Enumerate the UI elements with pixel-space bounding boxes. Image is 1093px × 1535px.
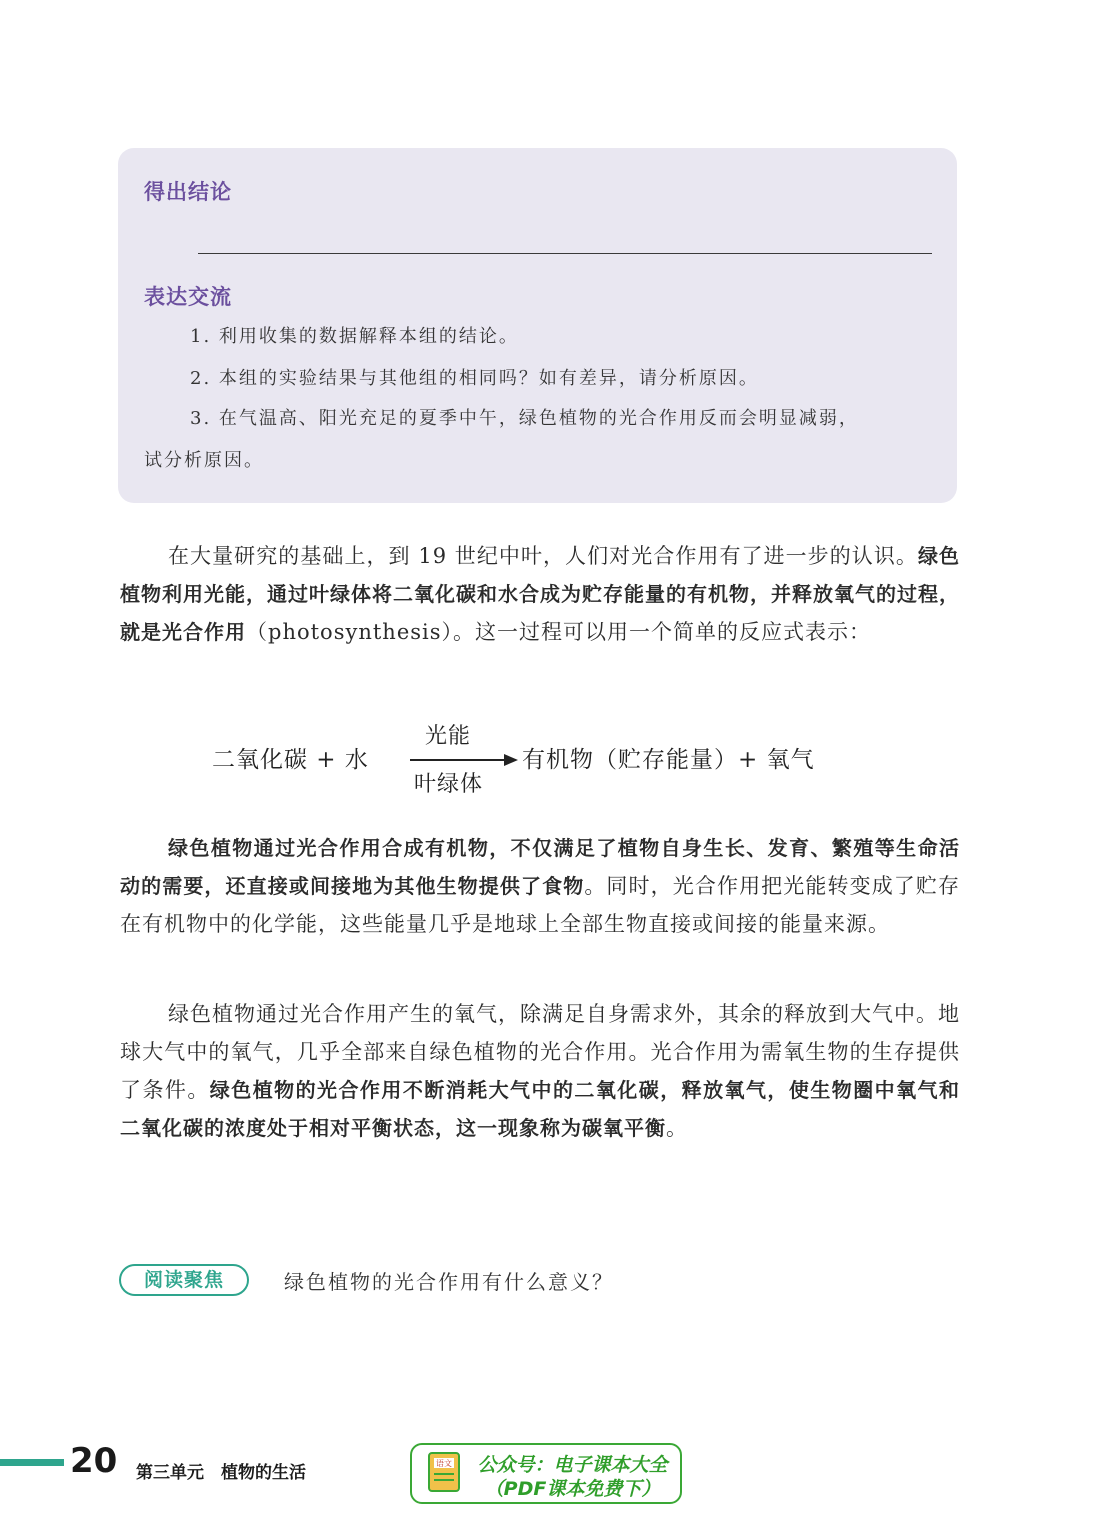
question-1: 1. 利用收集的数据解释本组的结论。	[190, 326, 519, 347]
page-number: 20	[70, 1441, 118, 1481]
question-3-continued: 试分析原因。	[144, 450, 264, 471]
paragraph-carbon-oxygen-balance	[120, 995, 960, 1147]
book-icon-label: 语文	[436, 1459, 452, 1468]
paragraph-photosynthesis-definition	[120, 537, 960, 651]
text: （photosynthesis）。这一过程可以用一个简单的反应式表示：	[246, 620, 872, 644]
conclusion-heading: 得出结论	[144, 180, 232, 204]
discussion-heading: 表达交流	[144, 285, 232, 309]
reaction-arrow	[410, 759, 506, 761]
footer-accent-bar	[0, 1459, 64, 1466]
arrow-head-icon	[504, 754, 518, 766]
bold-statement: 绿色植物通过光合作用合成有机物，不仅满足了植物自身生长、发育、繁殖等生命活动的需要，还直接或间接地为其他生物提供了食物	[120, 836, 960, 898]
equation-condition-light: 光能	[425, 724, 472, 749]
text: 。同时，光合作用把光能转变成了贮存在有机物中的化学能，这些能量几乎是地球上全部生物直接或间接的能量来源。	[120, 874, 961, 936]
text: 在大量研究的基础上，到 19 世纪中叶，人们对光合作用有了进一步的认识。	[168, 544, 918, 568]
equation-condition-chloroplast: 叶绿体	[414, 772, 484, 797]
bold-definition: 绿色植物利用光能，通过叶绿体将二氧化碳和水合成为贮存能量的有机物，并释放氧气的过程，就是光合作用	[120, 544, 960, 644]
paragraph-significance	[120, 829, 960, 943]
equation-products: 有机物（贮存能量）+ 氧气	[522, 747, 815, 773]
book-icon	[426, 1449, 466, 1499]
reading-focus-question: 绿色植物的光合作用有什么意义？	[284, 1270, 614, 1294]
equation-reactants: 二氧化碳 + 水	[212, 747, 369, 773]
text: 。	[666, 1116, 688, 1140]
promo-line-2: （PDF课本免费下）	[484, 1478, 661, 1500]
promo-line-1: 公众号：电子课本大全	[477, 1454, 668, 1476]
text: 绿色植物通过光合作用产生的氧气，除满足自身需求外，其余的释放到大气中。地球大气中的氧气，几乎全部来自绿色植物的光合作用。光合作用为需氧生物的生存提供了条件。	[120, 1002, 960, 1102]
question-2: 2. 本组的实验结果与其他组的相同吗？如有差异，请分析原因。	[190, 368, 759, 389]
question-3: 3. 在气温高、阳光充足的夏季中午，绿色植物的光合作用反而会明显减弱，	[190, 408, 859, 429]
answer-line[interactable]	[198, 253, 932, 254]
bold-balance-definition: 绿色植物的光合作用不断消耗大气中的二氧化碳，释放氧气，使生物圈中氧气和二氧化碳的浓度处于相对平衡状态，这一现象称为碳氧平衡	[120, 1078, 961, 1140]
reading-focus-badge: 阅读聚焦	[119, 1264, 249, 1296]
unit-title: 第三单元 植物的生活	[136, 1463, 306, 1483]
